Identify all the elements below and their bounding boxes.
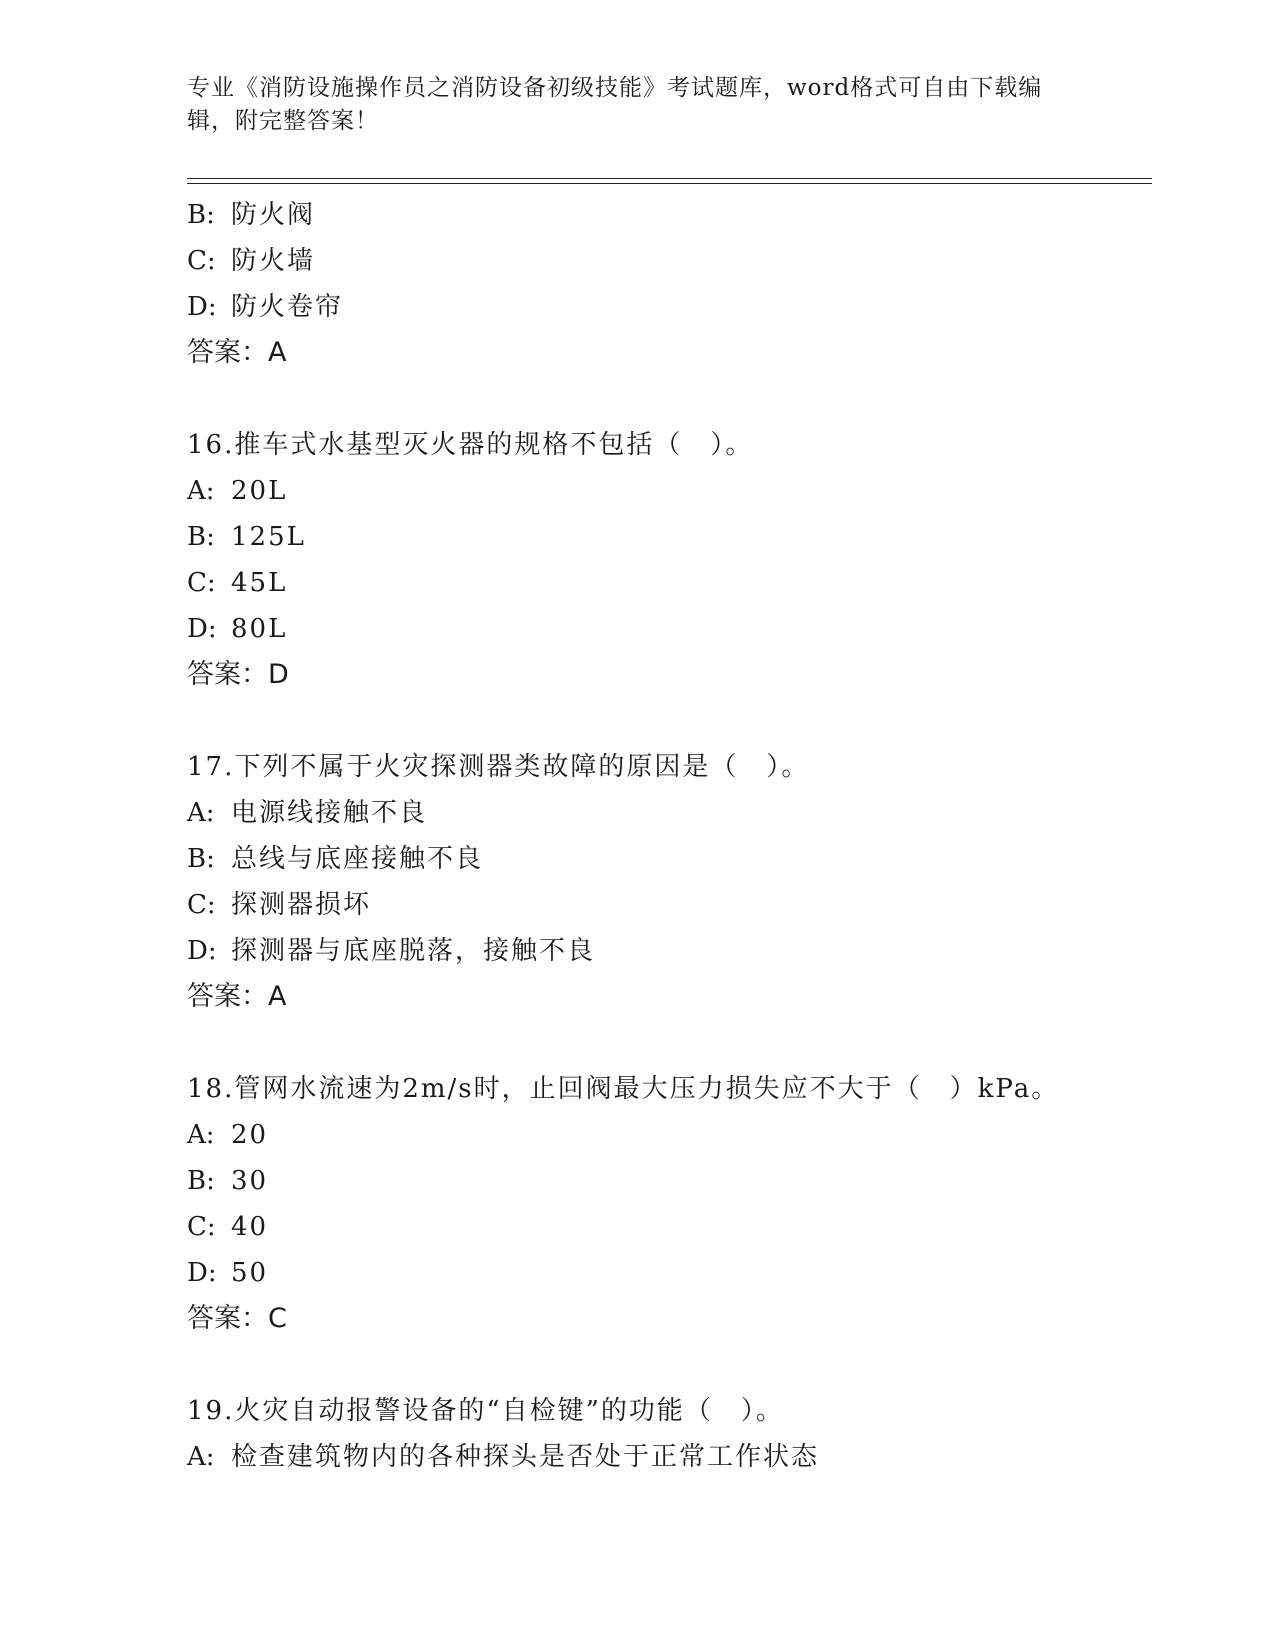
spacer (187, 1342, 1152, 1388)
option-key: A: (187, 476, 215, 506)
option-text: 电源线接触不良 (231, 798, 428, 828)
header-divider-bottom (187, 183, 1152, 184)
option-b (187, 836, 1152, 882)
option-c (187, 1204, 1152, 1250)
option-text: 30 (231, 1166, 269, 1196)
question-19 (187, 1388, 1152, 1480)
header-line-2: 辑，附完整答案！ (187, 108, 379, 134)
option-text: 探测器与底座脱落，接触不良 (231, 936, 596, 966)
option-text: 防火墙 (231, 246, 316, 276)
option-c (187, 882, 1152, 928)
option-text: 125L (231, 522, 306, 552)
option-key: A: (187, 798, 215, 828)
answer-line: 答案：A (187, 981, 287, 1012)
question-list (187, 192, 1152, 1480)
answer-line: 答案：A (187, 337, 287, 368)
answer-line: 答案：D (187, 659, 289, 690)
spacer (187, 1020, 1152, 1066)
option-text: 40 (231, 1212, 269, 1242)
option-d (187, 284, 1152, 330)
spacer (187, 698, 1152, 744)
header-divider-top (187, 178, 1152, 179)
option-key: C: (187, 568, 216, 598)
option-d (187, 606, 1152, 652)
option-c (187, 238, 1152, 284)
question-stem: 16.推车式水基型灭火器的规格不包括（ ）。 (187, 430, 754, 460)
question-17 (187, 744, 1152, 1020)
option-key: B: (187, 200, 215, 230)
option-a (187, 1434, 1152, 1480)
option-b (187, 1158, 1152, 1204)
question-16 (187, 422, 1152, 698)
prev-question-block (187, 192, 1152, 376)
spacer (187, 376, 1152, 422)
option-b (187, 514, 1152, 560)
option-d (187, 1250, 1152, 1296)
option-b (187, 192, 1152, 238)
option-text: 20 (231, 1120, 269, 1150)
option-key: D: (187, 614, 217, 644)
header-line-1: 专业《消防设施操作员之消防设备初级技能》考试题库，word格式可自由下载编 (187, 75, 1043, 101)
option-key: C: (187, 890, 216, 920)
option-key: B: (187, 1166, 215, 1196)
question-stem: 17.下列不属于火灾探测器类故障的原因是（ ）。 (187, 752, 810, 782)
option-key: D: (187, 936, 217, 966)
option-key: D: (187, 1258, 217, 1288)
option-text: 防火阀 (231, 200, 316, 230)
question-18 (187, 1066, 1152, 1342)
document-header (187, 72, 1067, 138)
option-d (187, 928, 1152, 974)
option-text: 80L (231, 614, 288, 644)
option-a (187, 790, 1152, 836)
option-key: A: (187, 1120, 215, 1150)
option-key: A: (187, 1442, 215, 1472)
option-c (187, 560, 1152, 606)
question-stem: 18.管网水流速为2m/s时，止回阀最大压力损失应不大于（ ）kPa。 (187, 1074, 1060, 1104)
option-a (187, 1112, 1152, 1158)
option-a (187, 468, 1152, 514)
option-text: 45L (231, 568, 288, 598)
option-text: 检查建筑物内的各种探头是否处于正常工作状态 (231, 1442, 820, 1472)
option-text: 20L (231, 476, 288, 506)
option-key: C: (187, 1212, 216, 1242)
question-stem: 19.火灾自动报警设备的“自检键”的功能（ ）。 (187, 1396, 784, 1426)
option-text: 总线与底座接触不良 (231, 844, 484, 874)
option-text: 探测器损坏 (231, 890, 372, 920)
option-key: B: (187, 844, 215, 874)
option-text: 50 (231, 1258, 269, 1288)
option-key: B: (187, 522, 215, 552)
option-key: D: (187, 292, 217, 322)
option-key: C: (187, 246, 216, 276)
answer-line: 答案：C (187, 1303, 287, 1334)
option-text: 防火卷帘 (231, 292, 344, 322)
